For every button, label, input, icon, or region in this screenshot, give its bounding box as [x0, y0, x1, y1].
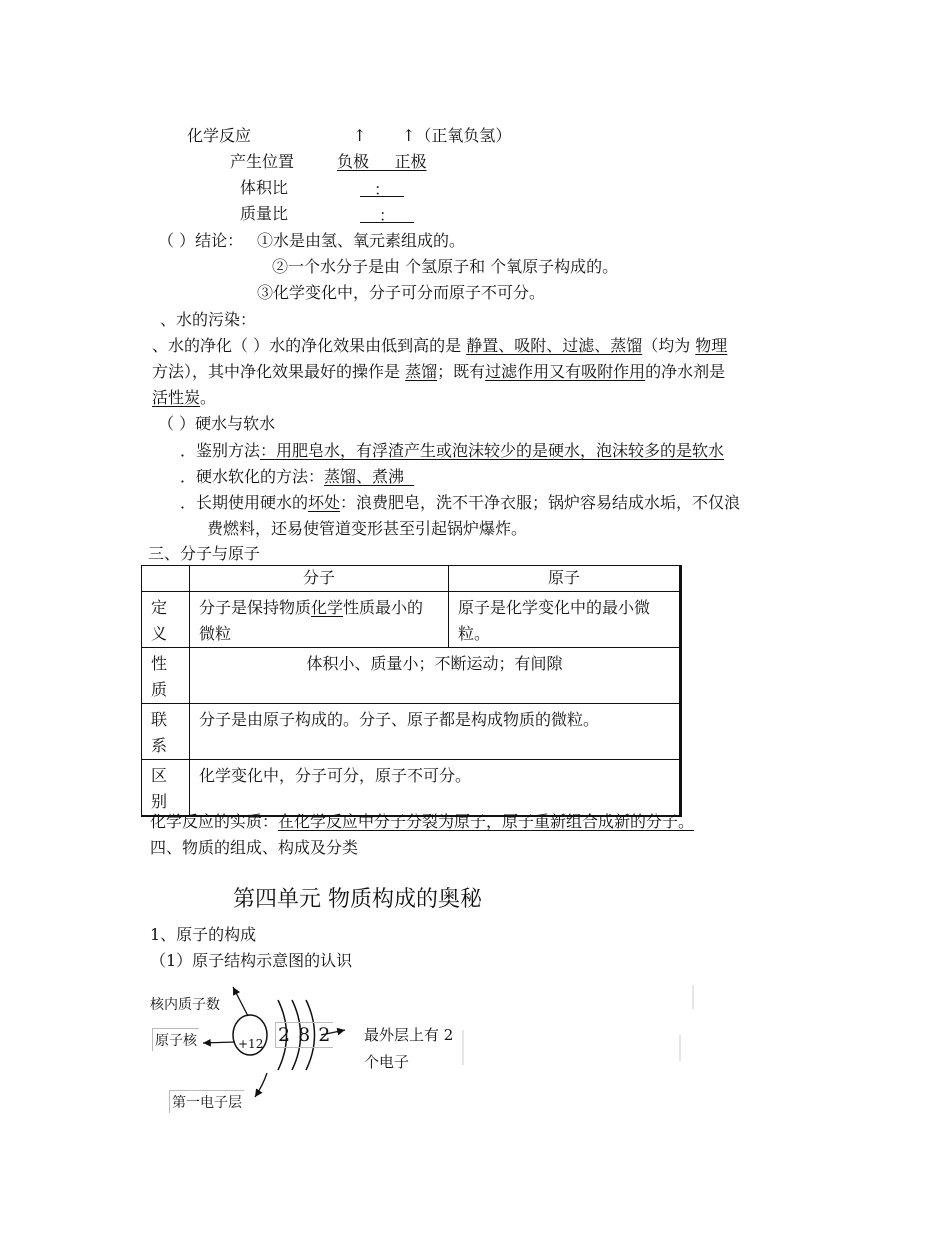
proton-label: 核内质子数: [150, 997, 220, 1013]
mass-ratio: [360, 204, 414, 224]
volume-ratio: [360, 178, 404, 198]
purify-physical: 物理: [695, 336, 728, 355]
conclusion-2: ②一个水分子是由 个氢原子和 个氧原子构成的。: [272, 257, 619, 276]
proton-arrow: [233, 987, 248, 1016]
nucleus-charge: +12: [238, 1037, 264, 1051]
purify-best: 蒸馏: [405, 362, 438, 381]
h1-text: ．鉴别方法: [180, 441, 261, 460]
table-corner: [142, 566, 190, 592]
essence-answer: 在化学反应中分子分裂为原子，原子重新组合成新的分子。: [278, 812, 695, 831]
relation-merged: 分子是由原子构成的。分子、原子都是构成物质的微粒。: [190, 704, 681, 760]
purify-order: 静置、吸附、过滤、蒸馏: [466, 336, 643, 355]
def-text-b: 性质最小的微粒: [199, 598, 424, 643]
table-row: [142, 592, 681, 648]
table-header-row: [142, 566, 681, 592]
purify-text-a: 、水的净化（ ）水的净化效果由低到高的是: [152, 336, 467, 355]
table-row: [142, 648, 681, 704]
water-pollution: 、水的污染：: [160, 310, 257, 329]
h3-answer: 坏处: [308, 493, 341, 512]
difference-merged: 化学变化中，分子可分，原子不可分。: [190, 760, 681, 817]
position-label: 产生位置: [230, 152, 295, 171]
mass-label: 质量比: [240, 204, 289, 223]
molecule-atom-table: [141, 565, 682, 817]
purify-text-b: （均为: [642, 336, 696, 355]
def-chemical: 化学: [311, 598, 344, 617]
reaction-note: [402, 126, 511, 146]
positive-pole: 正极: [394, 152, 427, 171]
reaction-row: [187, 126, 251, 146]
purify-text-d: ；既有: [437, 362, 486, 381]
header-atom: 原子: [449, 566, 681, 592]
purify-line-2: [152, 362, 725, 382]
volume-ratio-blank: ：: [360, 180, 404, 197]
row-label: 联系: [142, 704, 190, 760]
h2-text: ．硬水软化的方法：: [180, 467, 325, 486]
conclusion-3: ③化学变化中，分子可分而原子不可分。: [257, 283, 546, 302]
unit4-heading: 第四单元 物质构成的奥秘: [233, 887, 482, 912]
volume-label: 体积比: [240, 178, 289, 197]
table-row: [142, 760, 681, 817]
hard-water-3-cont: 费燃料，还易使管道变形甚至引起锅炉爆炸。: [207, 519, 528, 538]
purify-text-c: 方法），其中净化效果最好的操作是: [152, 362, 406, 381]
hard-water-title: （ ）硬水与软水: [158, 414, 276, 433]
hard-water-1: [180, 441, 724, 461]
definition-atom: 原子是化学变化中的最小微粒。: [449, 592, 681, 648]
property-merged: 体积小、质量小；不断运动；有间隙: [190, 648, 681, 704]
table-row: [142, 704, 681, 760]
first-shell-label: 第一电子层: [169, 1090, 244, 1113]
row-label: 区别: [142, 760, 190, 817]
atom-structure-diagram: [145, 985, 705, 1125]
essence-label: 化学反应的实质：: [150, 812, 279, 831]
definition-molecule: [190, 592, 449, 648]
mass-ratio-blank: ：: [360, 206, 414, 223]
reaction-note-text: （正氧负氢）: [415, 126, 512, 145]
hard-water-3: [180, 493, 740, 513]
outer-shell-label-1: 最外层上有 2: [364, 1026, 454, 1044]
purify-line-3: [152, 388, 216, 408]
outer-shell-label-2: 个电子: [364, 1053, 410, 1071]
reaction-essence: [150, 812, 694, 832]
hard-water-2: [180, 467, 414, 487]
purify-dual: 过滤作用又有吸附作用: [485, 362, 646, 381]
h1-answer: ：用肥皂水，有浮渣产生或泡沫较少的是硬水，泡沫较多的是软水: [260, 441, 725, 460]
atom-diagram-title: （1）原子结构示意图的认识: [150, 951, 353, 970]
nucleus-label: 原子核: [152, 1028, 199, 1051]
conclusion-label: （ ）结论：: [158, 231, 244, 250]
purify-text-e: 的净水剂是: [645, 362, 726, 381]
electron-counts: 2 8 2: [275, 1022, 333, 1048]
h3-text: ．长期使用硬水的: [180, 493, 309, 512]
purify-carbon: 活性炭: [152, 388, 201, 407]
row-label: 定义: [142, 592, 190, 648]
row-label: 性质: [142, 648, 190, 704]
atom-structure-title: 1、原子的构成: [150, 925, 257, 944]
section3-title: 三、分子与原子: [148, 544, 261, 563]
h3-text-b: ：浪费肥皂，洗不干净衣服；锅炉容易结成水垢，不仅浪: [340, 493, 741, 512]
position-values: [327, 152, 426, 172]
layer-arrow: [255, 1073, 267, 1097]
conclusion-1: ①水是由氢、氧元素组成的。: [257, 231, 466, 250]
negative-pole: 负极: [337, 152, 370, 171]
section4-title: 四、物质的组成、构成及分类: [150, 838, 359, 857]
arrow-up-icon: ↑: [353, 126, 367, 145]
h2-answer: 蒸馏、煮沸: [324, 467, 405, 486]
purify-line-1: [152, 336, 727, 356]
reaction-label: 化学反应: [187, 126, 252, 145]
purify-end: 。: [200, 388, 217, 407]
header-molecule: 分子: [190, 566, 449, 592]
nucleus-arrow: [203, 1042, 235, 1043]
def-text-a: 分子是保持物质: [199, 598, 312, 617]
arrow-up-icon: ↑: [402, 126, 416, 145]
